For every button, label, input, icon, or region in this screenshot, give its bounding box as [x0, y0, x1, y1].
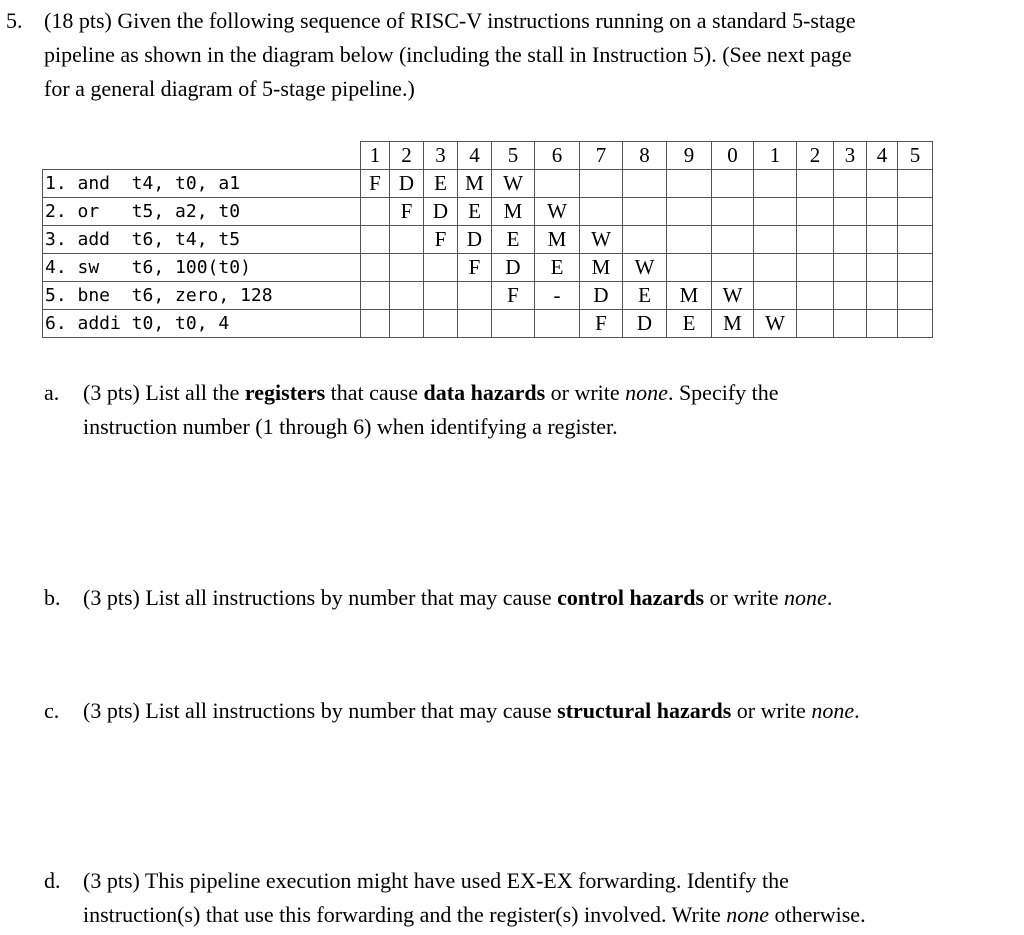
cycle-header: 5 — [898, 142, 933, 170]
stage-cell — [390, 282, 424, 310]
stage-cell: E — [424, 170, 458, 198]
stage-cell — [580, 170, 623, 198]
part-text — [83, 694, 860, 728]
part-line: (3 pts) List all instructions by number that may cause control hazards or write none. — [83, 585, 833, 610]
cycle-header: 4 — [458, 142, 492, 170]
stage-cell — [361, 254, 390, 282]
instruction-row — [43, 198, 933, 226]
instruction-cell: 6. addi t0, t0, 4 — [43, 310, 361, 338]
bold-term: registers — [244, 380, 326, 405]
stage-cell — [898, 282, 933, 310]
instruction-row — [43, 310, 933, 338]
intro-line: for a general diagram of 5-stage pipeline.) — [44, 76, 415, 101]
stage-cell — [390, 226, 424, 254]
part-label: d. — [44, 868, 61, 893]
instruction-row — [43, 170, 933, 198]
stage-cell: M — [712, 310, 754, 338]
part-line: (3 pts) List all instructions by number that may cause structural hazards or write none. — [83, 698, 860, 723]
stage-cell — [754, 170, 797, 198]
cycle-header: 3 — [834, 142, 867, 170]
instruction-row — [43, 282, 933, 310]
stage-cell — [797, 310, 834, 338]
italic-term: none — [625, 380, 668, 405]
stage-cell — [898, 226, 933, 254]
header-blank-cell — [43, 142, 361, 170]
stage-cell — [797, 170, 834, 198]
stage-cell: E — [492, 226, 535, 254]
instruction-cell: 2. or t5, a2, t0 — [43, 198, 361, 226]
italic-term: none — [726, 902, 770, 927]
part-line: instruction number (1 through 6) when identifying a register. — [83, 414, 618, 439]
cycle-header: 9 — [667, 142, 712, 170]
part-line: (3 pts) List all the registers that cause data hazards or write none. Specify the — [83, 380, 779, 405]
cycle-header-row — [43, 142, 933, 170]
stage-cell: F — [424, 226, 458, 254]
stage-cell — [834, 170, 867, 198]
stage-cell: D — [458, 226, 492, 254]
part-text — [83, 376, 779, 444]
cycle-header: 5 — [492, 142, 535, 170]
cycle-header: 1 — [754, 142, 797, 170]
instruction-cell: 1. and t4, t0, a1 — [43, 170, 361, 198]
stage-cell — [834, 226, 867, 254]
stage-cell — [867, 282, 898, 310]
stage-cell — [492, 310, 535, 338]
stage-cell: M — [458, 170, 492, 198]
cycle-header: 6 — [535, 142, 580, 170]
stage-cell: E — [458, 198, 492, 226]
stage-cell — [867, 226, 898, 254]
stage-cell — [361, 282, 390, 310]
stage-cell — [867, 254, 898, 282]
stage-cell — [424, 282, 458, 310]
stage-cell: - — [535, 282, 580, 310]
stage-cell — [580, 198, 623, 226]
part-label: b. — [44, 585, 61, 610]
stage-cell — [797, 226, 834, 254]
stage-cell — [712, 198, 754, 226]
stage-cell: E — [623, 282, 667, 310]
stage-cell — [667, 198, 712, 226]
bold-term: structural hazards — [557, 698, 732, 723]
stage-cell — [667, 170, 712, 198]
stage-cell — [867, 198, 898, 226]
stage-cell — [424, 254, 458, 282]
stage-cell — [535, 170, 580, 198]
stage-cell: F — [458, 254, 492, 282]
stage-cell — [712, 170, 754, 198]
stage-cell: D — [424, 198, 458, 226]
stage-cell — [361, 226, 390, 254]
stage-cell — [390, 254, 424, 282]
stage-cell — [898, 254, 933, 282]
part-label: c. — [44, 698, 60, 723]
stage-cell: D — [492, 254, 535, 282]
stage-cell: E — [535, 254, 580, 282]
stage-cell: W — [712, 282, 754, 310]
stage-cell — [834, 198, 867, 226]
stage-cell — [834, 282, 867, 310]
cycle-header: 3 — [424, 142, 458, 170]
stage-cell — [424, 310, 458, 338]
cycle-header: 8 — [623, 142, 667, 170]
instruction-cell: 3. add t6, t4, t5 — [43, 226, 361, 254]
stage-cell — [390, 310, 424, 338]
stage-cell: M — [535, 226, 580, 254]
stage-cell: D — [390, 170, 424, 198]
stage-cell — [667, 226, 712, 254]
part-text — [83, 864, 866, 932]
stage-cell — [797, 282, 834, 310]
stage-cell — [867, 170, 898, 198]
cycle-header: 0 — [712, 142, 754, 170]
stage-cell — [898, 310, 933, 338]
stage-cell: W — [580, 226, 623, 254]
stage-cell: D — [580, 282, 623, 310]
stage-cell — [623, 226, 667, 254]
stage-cell: W — [754, 310, 797, 338]
instruction-cell: 5. bne t6, zero, 128 — [43, 282, 361, 310]
stage-cell: F — [361, 170, 390, 198]
part-label: a. — [44, 380, 60, 405]
cycle-header: 1 — [361, 142, 390, 170]
stage-cell — [623, 170, 667, 198]
italic-term: none — [784, 585, 827, 610]
instruction-row — [43, 254, 933, 282]
stage-cell — [535, 310, 580, 338]
intro-line: (18 pts) Given the following sequence of RISC-V instructions running on a standard 5-stage — [44, 8, 856, 33]
stage-cell — [797, 254, 834, 282]
part-line: instruction(s) that use this forwarding and the register(s) involved. Write none otherwise. — [83, 902, 866, 927]
stage-cell — [712, 254, 754, 282]
stage-cell — [458, 310, 492, 338]
stage-cell: W — [535, 198, 580, 226]
instruction-row — [43, 226, 933, 254]
stage-cell: D — [623, 310, 667, 338]
stage-cell — [458, 282, 492, 310]
stage-cell — [834, 310, 867, 338]
stage-cell: F — [390, 198, 424, 226]
stage-cell — [754, 282, 797, 310]
stage-cell — [667, 254, 712, 282]
stage-cell — [797, 198, 834, 226]
stage-cell: F — [492, 282, 535, 310]
stage-cell — [623, 198, 667, 226]
stage-cell — [754, 254, 797, 282]
stage-cell: W — [623, 254, 667, 282]
stage-cell — [898, 198, 933, 226]
question-number: 5. — [6, 8, 23, 33]
part-line: (3 pts) This pipeline execution might have used EX-EX forwarding. Identify the — [83, 868, 789, 893]
stage-cell: M — [492, 198, 535, 226]
stage-cell — [361, 198, 390, 226]
stage-cell — [754, 226, 797, 254]
stage-cell — [361, 310, 390, 338]
intro-line: pipeline as shown in the diagram below (including the stall in Instruction 5). (See next page — [44, 42, 852, 67]
question-intro — [44, 4, 1016, 106]
italic-term: none — [811, 698, 855, 723]
stage-cell — [712, 226, 754, 254]
pipeline-table — [42, 141, 933, 338]
cycle-header: 7 — [580, 142, 623, 170]
stage-cell: M — [667, 282, 712, 310]
stage-cell — [754, 198, 797, 226]
cycle-header: 2 — [797, 142, 834, 170]
stage-cell: W — [492, 170, 535, 198]
stage-cell — [834, 254, 867, 282]
stage-cell — [898, 170, 933, 198]
stage-cell: E — [667, 310, 712, 338]
stage-cell: M — [580, 254, 623, 282]
cycle-header: 4 — [867, 142, 898, 170]
part-text — [83, 581, 832, 615]
bold-term: control hazards — [557, 585, 705, 610]
bold-term: data hazards — [423, 380, 546, 405]
stage-cell: F — [580, 310, 623, 338]
cycle-header: 2 — [390, 142, 424, 170]
stage-cell — [867, 310, 898, 338]
instruction-cell: 4. sw t6, 100(t0) — [43, 254, 361, 282]
